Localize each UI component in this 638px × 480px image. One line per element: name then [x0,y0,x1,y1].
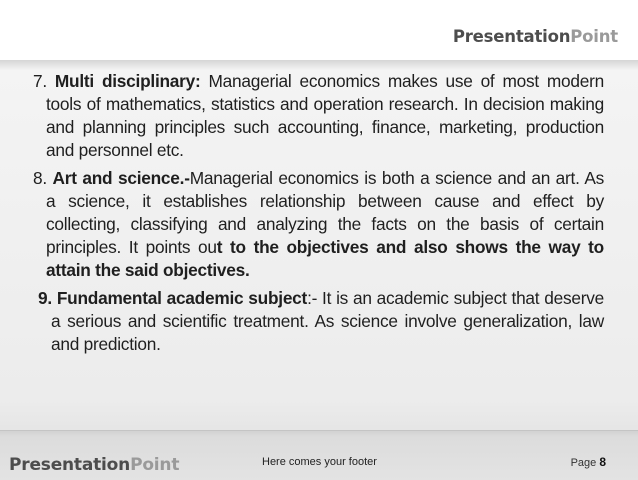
footer-text: Here comes your footer [262,456,377,468]
point-heading: Fundamental academic subject [56,288,308,308]
point-heading: Multi disciplinary: [54,71,201,91]
point-multi-disciplinary [33,70,604,162]
point-text: :- It is an academic subject that deserve a serious and scientific treatment. As science involve generalization, law and prediction. [51,288,605,354]
header-logo-part2: Point [570,27,618,46]
point-number: 7. [33,71,55,91]
point-heading: Art and science.- [52,168,190,188]
footer-logo [9,455,179,475]
page-number [571,455,606,469]
point-text: Managerial economics makes use of most modern tools of mathematics, statistics and operation research. In decision making and planning principles such accounting, finance, marketing, production and personnel etc. [46,71,604,160]
footer-bar [0,430,638,480]
footer-logo-part1: Presentation [9,455,131,475]
header-logo-part1: Presentation [452,27,571,46]
page-number-value: 8 [599,455,606,469]
point-fundamental-subject [33,287,604,356]
header-logo [453,27,618,46]
footer-logo-part2: Point [130,455,180,475]
point-text: Managerial economics is both a science and an art. As a science, it establishes relationship between cause and effect by collecting, classifying and analyzing the facts on the basis of certain principles. It points ou [46,168,604,257]
point-number: 8. [33,168,53,188]
header-divider [0,60,638,70]
point-number: 9. [38,288,57,308]
point-bold-tail: t to the objectives and also shows the way to attain the said objectives. [46,237,604,280]
point-art-and-science [33,167,604,282]
page-label: Page [570,457,600,469]
slide-body [33,70,604,361]
